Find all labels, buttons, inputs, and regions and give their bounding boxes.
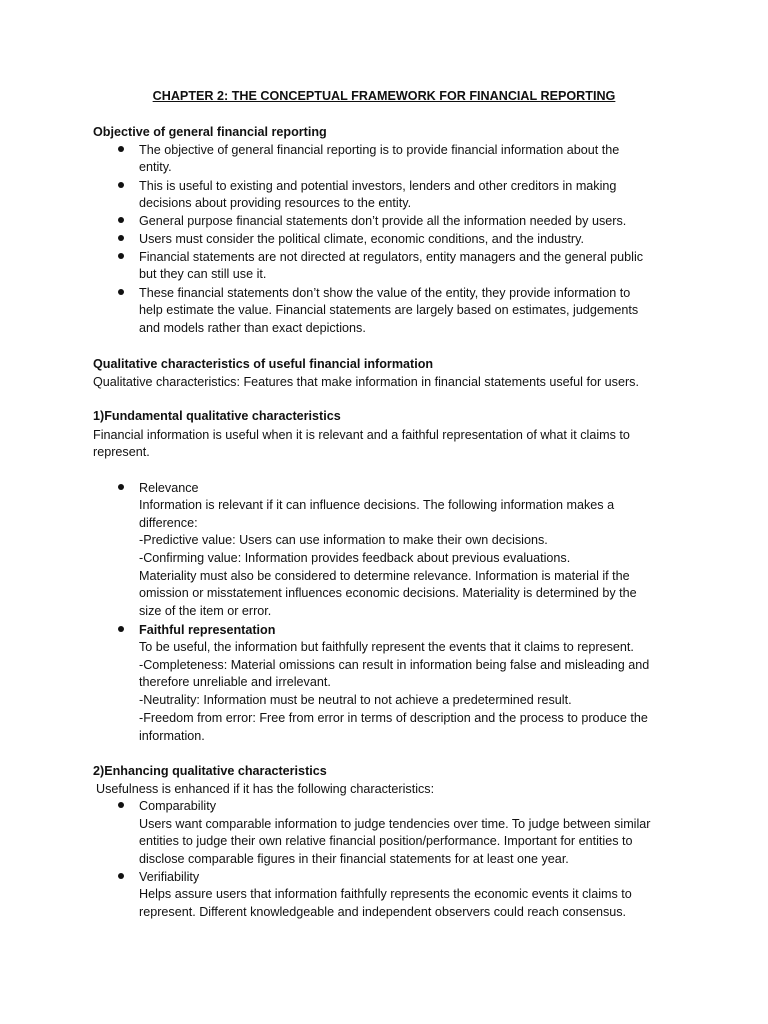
fundamental-intro-line-1: Financial information is useful when it is relevant and a faithful representation of what it claims to (93, 428, 630, 442)
enhancing-heading: 2)Enhancing qualitative characteristics (93, 764, 327, 778)
objective-heading: Objective of general financial reporting (93, 125, 327, 139)
qualitative-heading: Qualitative characteristics of useful financial information (93, 357, 434, 371)
faithful-representation-label: Faithful representation (139, 623, 276, 637)
comparability-label: Comparability (139, 799, 216, 813)
objective-bullet-2-line-1: This is useful to existing and potential investors, lenders and other creditors in making (139, 179, 617, 193)
faithful-line-5: -Freedom from error: Free from error in terms of description and the process to produce the (139, 711, 648, 725)
bullet-icon (118, 802, 124, 808)
comparability-line-1: Users want comparable information to judge tendencies over time. To judge between similar (139, 817, 651, 831)
faithful-line-6: information. (139, 729, 205, 743)
objective-bullet-6-line-3: and models rather than exact depictions. (139, 321, 366, 335)
faithful-line-1: To be useful, the information but faithfully represent the events that it claims to represent. (139, 640, 634, 654)
relevance-line-7: size of the item or error. (139, 604, 272, 618)
bullet-icon (118, 253, 124, 259)
fundamental-heading: 1)Fundamental qualitative characteristics (93, 409, 341, 423)
verifiability-line-1: Helps assure users that information faithfully represents the economic events it claims to (139, 887, 632, 901)
faithful-line-3: therefore unreliable and irrelevant. (139, 675, 331, 689)
enhancing-intro: Usefulness is enhanced if it has the following characteristics: (96, 782, 435, 796)
relevance-line-3: -Predictive value: Users can use information to make their own decisions. (139, 533, 548, 547)
comparability-line-3: disclose comparable figures in their financial statements for at least one year. (139, 852, 569, 866)
objective-bullet-1-line-2: entity. (139, 160, 172, 174)
objective-bullet-4-line-1: Users must consider the political climate, economic conditions, and the industry. (139, 232, 584, 246)
relevance-line-1: Information is relevant if it can influence decisions. The following information makes a (139, 498, 615, 512)
qualitative-definition: Qualitative characteristics: Features that make information in financial statements useful for users. (93, 375, 639, 389)
bullet-icon (118, 484, 124, 490)
fundamental-intro-line-2: represent. (93, 445, 150, 459)
verifiability-label: Verifiability (139, 870, 200, 884)
faithful-line-2: -Completeness: Material omissions can result in information being false and misleading and (139, 658, 650, 672)
objective-bullet-2-line-2: decisions about providing resources to the entity. (139, 196, 412, 210)
relevance-line-6: omission or misstatement influences economic decisions. Materiality is determined by the (139, 586, 637, 600)
objective-bullet-1-line-1: The objective of general financial reporting is to provide financial information about the (139, 143, 620, 157)
relevance-line-5: Materiality must also be considered to determine relevance. Information is material if the (139, 569, 630, 583)
objective-bullet-6-line-2: help estimate the value. Financial statements are largely based on estimates, judgements (139, 303, 639, 317)
relevance-line-4: -Confirming value: Information provides feedback about previous evaluations. (139, 551, 571, 565)
relevance-line-2: difference: (139, 516, 198, 530)
bullet-icon (118, 289, 124, 295)
objective-bullet-3-line-1: General purpose financial statements don’t provide all the information needed by users. (139, 214, 627, 228)
objective-bullet-5-line-1: Financial statements are not directed at regulators, entity managers and the general public (139, 250, 644, 264)
page-title: CHAPTER 2: THE CONCEPTUAL FRAMEWORK FOR FINANCIAL REPORTING (152, 89, 616, 103)
bullet-icon (118, 217, 124, 223)
comparability-line-2: entities to judge their own relative financial position/performance. Important for entities to (139, 834, 633, 848)
bullet-icon (118, 626, 124, 632)
bullet-icon (118, 873, 124, 879)
bullet-icon (118, 182, 124, 188)
relevance-label: Relevance (139, 481, 199, 495)
objective-bullet-5-line-2: but they can still use it. (139, 267, 267, 281)
faithful-line-4: -Neutrality: Information must be neutral to not achieve a predetermined result. (139, 693, 572, 707)
objective-bullet-6-line-1: These financial statements don’t show the value of the entity, they provide information to (139, 286, 631, 300)
bullet-icon (118, 235, 124, 241)
bullet-icon (118, 146, 124, 152)
verifiability-line-2: represent. Different knowledgeable and independent observers could reach consensus. (139, 905, 627, 919)
